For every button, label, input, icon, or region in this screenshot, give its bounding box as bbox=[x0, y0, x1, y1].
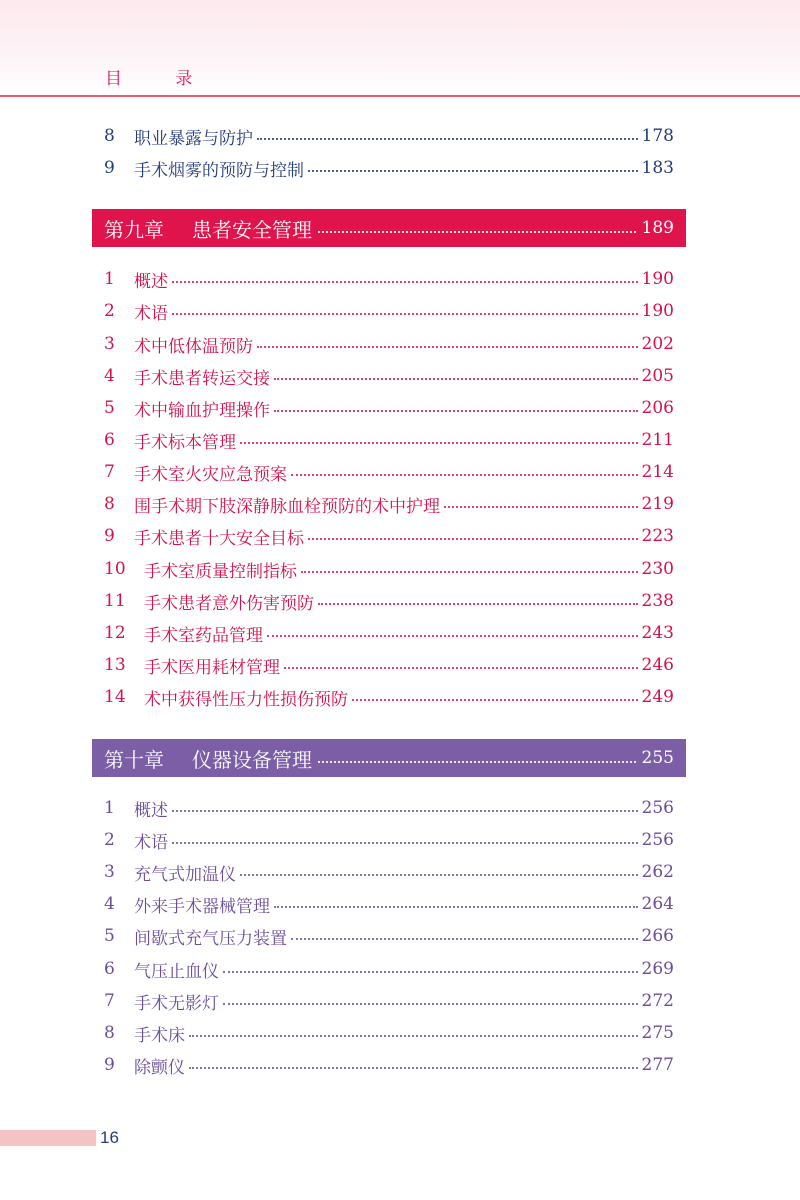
entry-number: 6 bbox=[104, 430, 115, 450]
entry-number: 1 bbox=[104, 269, 115, 289]
header-divider bbox=[0, 95, 800, 97]
toc-entry[interactable] bbox=[104, 394, 674, 422]
entry-title: 手术烟雾的预防与控制 bbox=[134, 160, 304, 181]
chapter-title: 仪器设备管理 bbox=[192, 747, 312, 772]
entry-title: 充气式加温仪 bbox=[134, 864, 236, 885]
leader-dots bbox=[189, 1035, 638, 1037]
entry-title: 手术患者十大安全目标 bbox=[134, 528, 304, 549]
toc-entry[interactable] bbox=[104, 362, 674, 390]
leader-dots bbox=[257, 138, 638, 140]
entry-page: 256 bbox=[641, 830, 674, 850]
entry-page: 230 bbox=[641, 559, 674, 579]
entry-number: 9 bbox=[104, 526, 115, 546]
entry-page: 262 bbox=[641, 862, 674, 882]
toc-entry[interactable] bbox=[104, 619, 674, 647]
entry-page: 183 bbox=[641, 158, 674, 178]
entry-page: 238 bbox=[641, 591, 674, 611]
leader-dots bbox=[444, 506, 638, 508]
entry-title: 间歇式充气压力装置 bbox=[134, 928, 287, 949]
entry-number: 3 bbox=[104, 862, 115, 882]
entry-number: 4 bbox=[104, 366, 115, 386]
entry-title: 手术患者意外伤害预防 bbox=[144, 593, 314, 614]
entry-title: 手术室质量控制指标 bbox=[144, 561, 297, 582]
page-header-title: 目 录 bbox=[105, 69, 217, 89]
leader-dots bbox=[291, 474, 638, 476]
leader-dots bbox=[308, 170, 638, 172]
toc-entry[interactable] bbox=[104, 1051, 674, 1079]
leader-dots bbox=[172, 281, 638, 283]
entry-page: 256 bbox=[641, 798, 674, 818]
entry-page: 190 bbox=[641, 301, 674, 321]
page-number: 16 bbox=[100, 1128, 119, 1147]
entry-page: 266 bbox=[641, 926, 674, 946]
entry-number: 8 bbox=[104, 494, 115, 514]
toc-entry[interactable] bbox=[104, 794, 674, 822]
toc-entry[interactable] bbox=[104, 890, 674, 918]
entry-page: 190 bbox=[641, 269, 674, 289]
toc-entry[interactable] bbox=[104, 683, 674, 711]
chapter-label: 第十章 bbox=[104, 747, 164, 772]
entry-number: 2 bbox=[104, 301, 115, 321]
entry-page: 214 bbox=[641, 462, 674, 482]
entry-page: 219 bbox=[641, 494, 674, 514]
toc-entry[interactable] bbox=[104, 154, 674, 182]
entry-number: 7 bbox=[104, 462, 115, 482]
entry-number: 14 bbox=[104, 687, 126, 707]
entry-title: 外来手术器械管理 bbox=[134, 896, 270, 917]
chapter-label: 第九章 bbox=[104, 217, 164, 242]
leader-dots bbox=[267, 635, 638, 637]
entry-page: 206 bbox=[641, 398, 674, 418]
entry-number: 12 bbox=[104, 623, 126, 643]
entry-page: 277 bbox=[641, 1055, 674, 1075]
entry-number: 3 bbox=[104, 334, 115, 354]
leader-dots bbox=[189, 1067, 638, 1069]
entry-number: 4 bbox=[104, 894, 115, 914]
leader-dots bbox=[318, 761, 636, 763]
entry-title: 气压止血仪 bbox=[134, 961, 219, 982]
entry-number: 8 bbox=[104, 126, 115, 146]
toc-entry[interactable] bbox=[104, 458, 674, 486]
entry-number: 13 bbox=[104, 655, 126, 675]
entry-page: 264 bbox=[641, 894, 674, 914]
entry-page: 223 bbox=[641, 526, 674, 546]
chapter-page: 189 bbox=[641, 218, 674, 238]
entry-number: 10 bbox=[104, 559, 126, 579]
entry-title: 手术无影灯 bbox=[134, 993, 219, 1014]
leader-dots bbox=[172, 313, 638, 315]
entry-title: 手术患者转运交接 bbox=[134, 368, 270, 389]
leader-dots bbox=[274, 906, 638, 908]
leader-dots bbox=[223, 1003, 638, 1005]
leader-dots bbox=[274, 410, 638, 412]
entry-title: 手术室药品管理 bbox=[144, 625, 263, 646]
footer-accent-bar bbox=[0, 1130, 96, 1146]
leader-dots bbox=[240, 442, 638, 444]
entry-title: 术中输血护理操作 bbox=[134, 400, 270, 421]
entry-title: 手术室火灾应急预案 bbox=[134, 464, 287, 485]
entry-page: 243 bbox=[641, 623, 674, 643]
chapter-title: 患者安全管理 bbox=[192, 217, 312, 242]
entry-page: 269 bbox=[641, 959, 674, 979]
leader-dots bbox=[301, 571, 638, 573]
entry-title: 概述 bbox=[134, 800, 168, 821]
toc-entry[interactable] bbox=[104, 826, 674, 854]
toc-entry[interactable] bbox=[104, 555, 674, 583]
leader-dots bbox=[318, 231, 636, 233]
entry-page: 178 bbox=[641, 126, 674, 146]
leader-dots bbox=[291, 938, 638, 940]
leader-dots bbox=[172, 810, 638, 812]
leader-dots bbox=[284, 667, 638, 669]
chapter-10-heading[interactable] bbox=[92, 739, 686, 777]
entry-page: 275 bbox=[641, 1023, 674, 1043]
entry-number: 8 bbox=[104, 1023, 115, 1043]
leader-dots bbox=[240, 874, 638, 876]
entry-title: 围手术期下肢深静脉血栓预防的术中护理 bbox=[134, 496, 440, 517]
entry-title: 术中获得性压力性损伤预防 bbox=[144, 689, 348, 710]
entry-title: 术语 bbox=[134, 303, 168, 324]
entry-page: 246 bbox=[641, 655, 674, 675]
toc-entry[interactable] bbox=[104, 265, 674, 293]
entry-number: 5 bbox=[104, 398, 115, 418]
leader-dots bbox=[172, 842, 638, 844]
leader-dots bbox=[352, 699, 638, 701]
leader-dots bbox=[308, 538, 638, 540]
toc-entry[interactable] bbox=[104, 490, 674, 518]
toc-entry[interactable] bbox=[104, 330, 674, 358]
toc-entry[interactable] bbox=[104, 987, 674, 1015]
toc-entry[interactable] bbox=[104, 955, 674, 983]
entry-title: 除颤仪 bbox=[134, 1057, 185, 1078]
entry-title: 术中低体温预防 bbox=[134, 336, 253, 357]
entry-title: 手术医用耗材管理 bbox=[144, 657, 280, 678]
entry-page: 272 bbox=[641, 991, 674, 1011]
toc-entry[interactable] bbox=[104, 426, 674, 454]
entry-page: 205 bbox=[641, 366, 674, 386]
entry-title: 职业暴露与防护 bbox=[134, 128, 253, 149]
entry-title: 手术床 bbox=[134, 1025, 185, 1046]
leader-dots bbox=[257, 346, 638, 348]
toc-entry[interactable] bbox=[104, 297, 674, 325]
chapter-9-heading[interactable] bbox=[92, 209, 686, 247]
entry-number: 9 bbox=[104, 1055, 115, 1075]
chapter-page: 255 bbox=[641, 748, 674, 768]
entry-number: 11 bbox=[104, 591, 126, 611]
toc-entry[interactable] bbox=[104, 922, 674, 950]
entry-number: 7 bbox=[104, 991, 115, 1011]
entry-title: 术语 bbox=[134, 832, 168, 853]
entry-page: 211 bbox=[641, 430, 674, 450]
entry-number: 5 bbox=[104, 926, 115, 946]
toc-entry[interactable] bbox=[104, 522, 674, 550]
entry-title: 概述 bbox=[134, 271, 168, 292]
entry-page: 249 bbox=[641, 687, 674, 707]
entry-page: 202 bbox=[641, 334, 674, 354]
entry-number: 2 bbox=[104, 830, 115, 850]
entry-title: 手术标本管理 bbox=[134, 432, 236, 453]
entry-number: 9 bbox=[104, 158, 115, 178]
toc-entry[interactable] bbox=[104, 587, 674, 615]
entry-number: 6 bbox=[104, 959, 115, 979]
toc-entry[interactable] bbox=[104, 1019, 674, 1047]
entry-number: 1 bbox=[104, 798, 115, 818]
leader-dots bbox=[223, 971, 638, 973]
toc-entry[interactable] bbox=[104, 122, 674, 150]
toc-entry[interactable] bbox=[104, 651, 674, 679]
leader-dots bbox=[318, 603, 638, 605]
leader-dots bbox=[274, 378, 638, 380]
toc-entry[interactable] bbox=[104, 858, 674, 886]
